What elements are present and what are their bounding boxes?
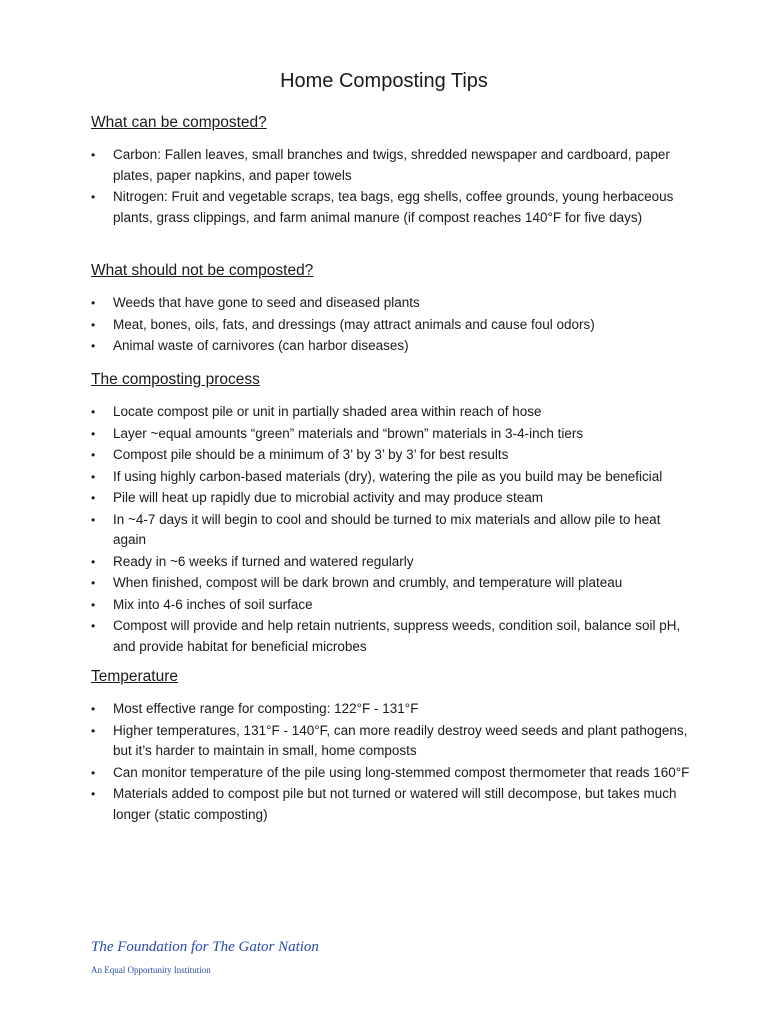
section-heading: What can be composted? <box>91 114 267 131</box>
list-item <box>91 595 691 616</box>
bullet-icon: • <box>91 469 96 484</box>
section-composting-process <box>91 370 691 658</box>
list-item-text: Higher temperatures, 131°F - 140°F, can more readily destroy weed seeds and plant pathogens, but it’s harder to maintain in small, home composts <box>113 722 688 758</box>
bullet-icon: • <box>91 512 96 527</box>
list-item-text: Layer ~equal amounts “green” materials and “brown” materials in 3-4-inch tiers <box>113 425 584 441</box>
list-item-text: Mix into 4-6 inches of soil surface <box>113 596 313 612</box>
bullet-icon: • <box>91 405 96 419</box>
list-item-text: Compost pile should be a minimum of 3’ by 3’ by 3’ for best results <box>113 447 509 462</box>
list-item <box>91 336 691 357</box>
bullet-icon: • <box>91 702 96 716</box>
section-heading: What should not be composted? <box>91 262 314 279</box>
footer-organization: The Foundation for The Gator Nation <box>91 939 319 955</box>
list-item-text: When finished, compost will be dark brown and crumbly, and temperature will plateau <box>113 575 623 590</box>
page-title: Home Composting Tips <box>280 70 488 92</box>
bullet-icon: • <box>91 148 96 162</box>
list-item <box>91 763 691 784</box>
list-item-text: Ready in ~6 weeks if turned and watered regularly <box>113 553 414 569</box>
section-temperature <box>91 667 691 826</box>
list-item-text: Carbon: Fallen leaves, small branches and twigs, shredded newspaper and cardboard, paper plates, paper napkins, and paper towels <box>113 147 670 183</box>
list-item <box>91 445 691 466</box>
list-item <box>91 784 691 825</box>
list-item <box>91 402 691 423</box>
list-item-text: Animal waste of carnivores (can harbor diseases) <box>113 338 409 353</box>
bullet-icon: • <box>91 296 96 310</box>
list-item <box>91 552 691 573</box>
section-heading: The composting process <box>91 371 260 388</box>
bullet-icon: • <box>91 597 96 612</box>
bullet-icon: • <box>91 317 96 332</box>
bullet-icon: • <box>91 787 96 801</box>
footer-tagline: An Equal Opportunity Institution <box>91 965 211 975</box>
bullet-icon: • <box>91 554 96 569</box>
list-item <box>91 187 691 228</box>
section-what-should-not-be-composted <box>91 261 691 358</box>
bullet-icon: • <box>91 765 96 780</box>
bullet-icon: • <box>91 190 96 204</box>
list-item-text: Weeds that have gone to seed and diseased plants <box>113 295 420 310</box>
list-item-text: Meat, bones, oils, fats, and dressings (may attract animals and cause foul odors) <box>113 316 595 332</box>
list-item-text: Nitrogen: Fruit and vegetable scraps, tea bags, egg shells, coffee grounds, young herbaceous plants, grass clippings, and farm animal manure (if compost reaches 140°F for five days) <box>113 189 674 225</box>
list-item <box>91 424 691 445</box>
bullet-icon: • <box>91 426 96 441</box>
list-item-text: If using highly carbon-based materials (dry), watering the pile as you build may be beneficial <box>113 468 663 484</box>
bullet-list <box>91 402 691 657</box>
bullet-icon: • <box>91 491 96 505</box>
list-item-text: Materials added to compost pile but not turned or watered will still decompose, but takes much longer (static composting) <box>113 786 677 822</box>
list-item <box>91 510 691 551</box>
bullet-list <box>91 145 691 228</box>
list-item-text: Pile will heat up rapidly due to microbial activity and may produce steam <box>113 490 543 505</box>
section-what-can-be-composted <box>91 113 691 229</box>
list-item-text: Locate compost pile or unit in partially shaded area within reach of hose <box>113 404 542 419</box>
bullet-icon: • <box>91 576 96 590</box>
bullet-icon: • <box>91 723 96 738</box>
list-item <box>91 467 691 488</box>
bullet-list <box>91 699 691 825</box>
section-heading: Temperature <box>91 668 179 685</box>
list-item-text: Can monitor temperature of the pile using long-stemmed compost thermometer that reads 160°F <box>113 764 690 780</box>
list-item <box>91 488 691 509</box>
bullet-icon: • <box>91 448 96 462</box>
list-item-text: Most effective range for composting: 122°F - 131°F <box>113 701 419 716</box>
list-item <box>91 616 691 657</box>
list-item-text: In ~4-7 days it will begin to cool and should be turned to mix materials and allow pile to heat again <box>113 511 661 547</box>
list-item <box>91 721 691 762</box>
list-item-text: Compost will provide and help retain nutrients, suppress weeds, condition soil, balance soil pH, and provide habitat for beneficial microbes <box>113 618 681 654</box>
bullet-icon: • <box>91 619 96 633</box>
list-item <box>91 699 691 720</box>
bullet-icon: • <box>91 339 96 353</box>
list-item <box>91 315 691 336</box>
list-item <box>91 145 691 186</box>
list-item <box>91 293 691 314</box>
bullet-list <box>91 293 691 357</box>
list-item <box>91 573 691 594</box>
